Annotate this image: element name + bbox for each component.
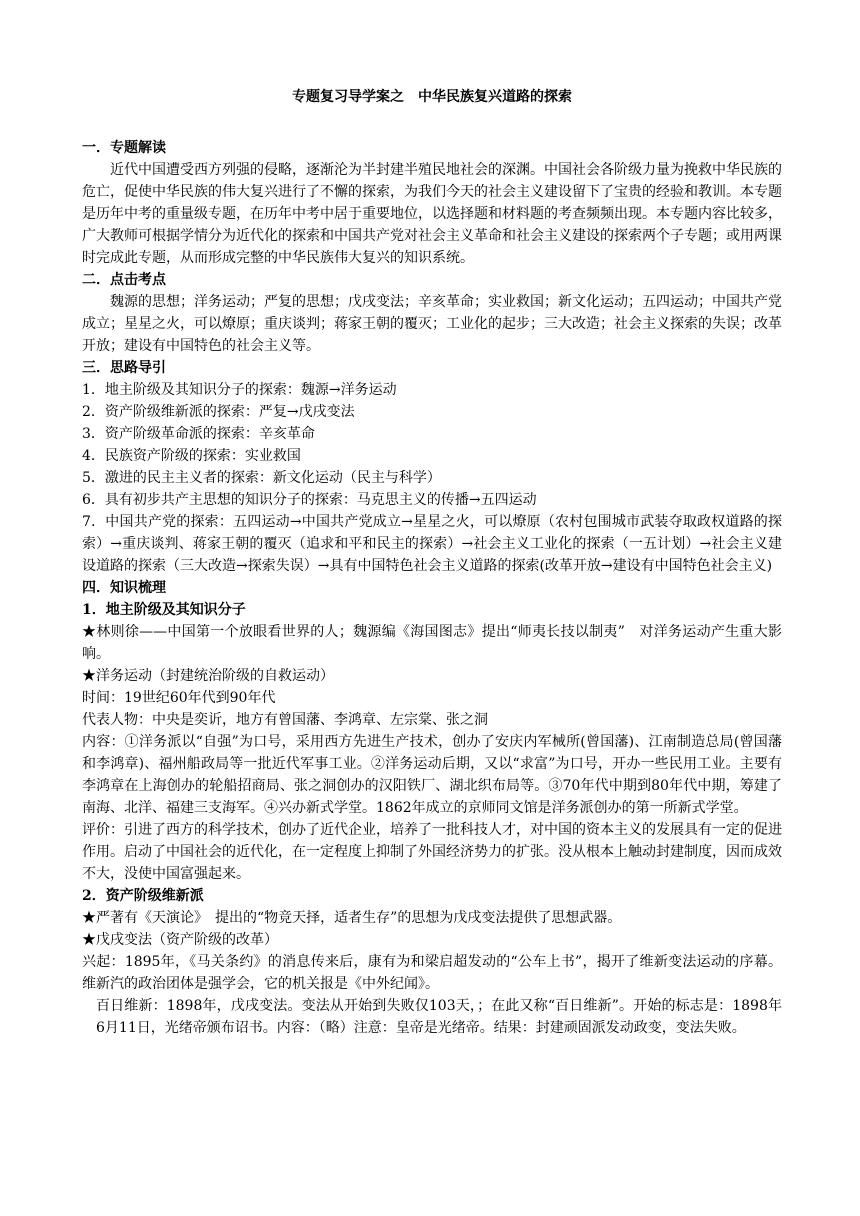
section-heading-1: 一．专题解读 — [82, 140, 166, 156]
yan-fu-paragraph: ★严著有《天演论》 提出的“物竞天择，适者生存”的思想为戊戌变法提供了思想武器。 — [82, 910, 622, 926]
wuxu-hundred-days: 百日维新：1898年，戊戌变法。变法从开始到失败仅103天，；在此又称“百日维新”。开始的标志是：1898年6月11日，光绪帝颁布诏书。内容：（略）注意：皇帝是光绪帝。结果：封建顽固派发动政变，变法失败。 — [96, 998, 782, 1036]
document-page — [82, 86, 782, 1039]
yangwu-people: 代表人物：中央是奕䜣，地方有曾国藩、李鸿章、左宗棠、张之洞 — [82, 712, 488, 728]
yangwu-content: 内容：①洋务派以“自强”为口号，采用西方先进生产技术，创办了安庆内军械所(曾国藩)、江南制造总局(曾国藩和李鸿章)、福州船政局等一批近代军事工业。②洋务运动后期，又以“求富”为口号，开办一些民用工业。主要有李鸿章在上海创办的轮船招商局、张之洞创办的汉阳铁厂、湖北织布局等。③70年代中期到80年代中期，筹建了南海、北洋、福建三支海军。④兴办新式学堂。1862年成立的京师同文馆是洋务派创办的第一所新式学堂。 — [82, 734, 782, 816]
yangwu-time: 时间：19世纪60年代到90年代 — [82, 690, 276, 706]
subsection-heading-2: 2．资产阶级维新派 — [82, 888, 204, 904]
list-item: 5．激进的民主主义者的探索：新文化运动（民主与科学） — [82, 470, 441, 486]
wuxu-title: ★戊戌变法（资产阶级的改革） — [82, 932, 278, 948]
list-item: 6．具有初步共产主思想的知识分子的探索：马克思主义的传播→五四运动 — [82, 492, 537, 508]
subsection-heading-1: 1．地主阶级及其知识分子 — [82, 602, 246, 618]
section-1-text: 近代中国遭受西方列强的侵略，逐渐沦为半封建半殖民地社会的深渊。中国社会各阶级力量为挽救中华民族的危亡，促使中华民族的伟大复兴进行了不懈的探索，为我们今天的社会主义建设留下了宝贵的经验和教训。本专题是历年中考的重量级专题，在历年中考中居于重要地位，以选择题和材料题的考查频频出现。本专题内容比较多，广大教师可根据学情分为近代化的探索和中国共产党对社会主义革命和社会主义建设的探索两个子专题；或用两课时完成此专题，从而形成完整的中华民族伟大复兴的知识系统。 — [82, 162, 782, 266]
document-title: 专题复习导学案之 中华民族复兴道路的探索 — [292, 89, 572, 105]
list-item: 4．民族资产阶级的探索：实业救国 — [82, 448, 301, 464]
section-2-text: 魏源的思想；洋务运动；严复的思想；戊戌变法；辛亥革命；实业救国；新文化运动；五四运动；中国共产党成立；星星之火，可以燎原；重庆谈判；蒋家王朝的覆灭；工业化的起步；三大改造；社会主义探索的失误；改革开放；建设有中国特色的社会主义等。 — [82, 294, 782, 354]
wuxu-rise: 兴起：1895年，《马关条约》的消息传来后，康有为和梁启超发动的“公车上书”，揭开了维新变法运动的序幕。维新汽的政治团体是强学会，它的机关报是《中外纪闻》。 — [82, 954, 782, 992]
lin-zexu-paragraph: ★林则徐——中国第一个放眼看世界的人；魏源编《海国图志》提出“师夷长技以制夷” 对洋务运动产生重大影响。 — [82, 624, 782, 662]
yangwu-evaluation: 评价：引进了西方的科学技术，创办了近代企业，培养了一批科技人才，对中国的资本主义的发展具有一定的促进作用。启动了中国社会的近代化，在一定程度上抑制了外国经济势力的扩张。没从根本上触动封建制度，因而成效不大，没使中国富强起来。 — [82, 822, 782, 882]
list-item: 3．资产阶级革命派的探索：辛亥革命 — [82, 426, 315, 442]
section-heading-4: 四．知识梳理 — [82, 580, 166, 596]
list-item: 7．中国共产党的探索：五四运动→中国共产党成立→星星之火，可以燎原（农村包围城市武装夺取政权道路的探索）→重庆谈判、蒋家王朝的覆灭（追求和平和民主的探索）→社会主义工业化的探索（一五计划）→社会主义建设道路的探索（三大改造→探索失误）→具有中国特色社会主义道路的探索(改革开放→建设有中国特色社会主义) — [82, 514, 782, 574]
list-item: 1．地主阶级及其知识分子的探索：魏源→洋务运动 — [82, 382, 397, 398]
section-heading-2: 二．点击考点 — [82, 272, 166, 288]
yangwu-title: ★洋务运动（封建统治阶级的自救运动） — [82, 668, 334, 684]
section-heading-3: 三．思路导引 — [82, 360, 166, 376]
list-item: 2．资产阶级维新派的探索：严复→戊戌变法 — [82, 404, 355, 420]
